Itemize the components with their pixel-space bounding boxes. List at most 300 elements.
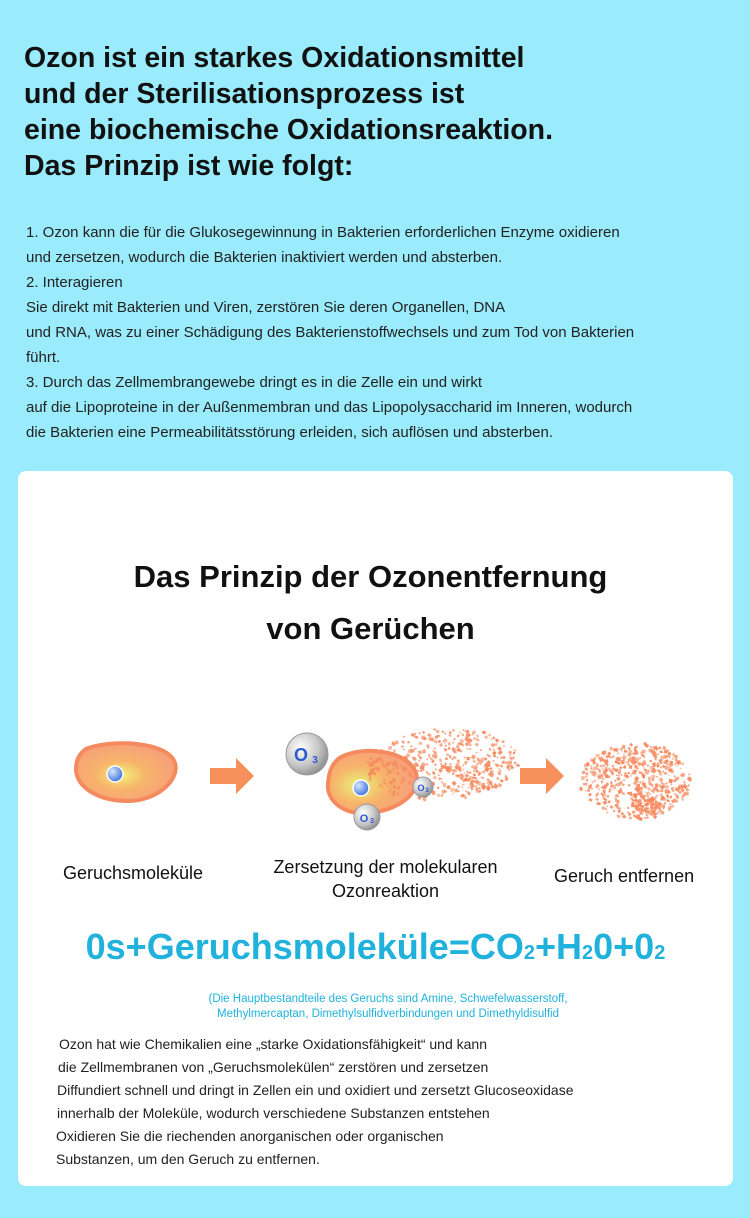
particle xyxy=(466,770,469,773)
desc-line: Substanzen, um den Geruch zu entfernen. xyxy=(56,1151,320,1167)
particle xyxy=(462,786,463,788)
particle xyxy=(419,732,421,734)
particle xyxy=(632,811,635,814)
caption-line: Zersetzung der molekularen xyxy=(273,857,498,877)
particle xyxy=(656,776,658,778)
particle xyxy=(687,784,690,787)
particle xyxy=(497,746,502,751)
particle xyxy=(469,748,472,750)
caption-line: Ozonreaktion xyxy=(331,881,440,901)
particle xyxy=(496,757,498,759)
particle xyxy=(648,776,652,780)
particle xyxy=(669,768,673,772)
desc-line: Diffundiert schnell und dringt in Zellen ein und oxidiert und zersetzt Glucoseoxidase xyxy=(57,1082,574,1098)
caption-odor-molecules: Geruchsmoleküle xyxy=(63,863,204,883)
particle xyxy=(498,771,501,775)
particle xyxy=(601,777,605,781)
particle xyxy=(447,747,450,750)
particle xyxy=(599,789,600,791)
particle xyxy=(610,805,614,809)
particle xyxy=(674,756,676,758)
particle xyxy=(513,761,516,765)
particle xyxy=(609,788,612,791)
particle xyxy=(453,756,456,759)
particle xyxy=(441,730,444,733)
particle xyxy=(629,816,632,819)
particle xyxy=(666,764,668,765)
particle xyxy=(471,754,476,760)
particle xyxy=(438,777,442,781)
o3-sub: 3 xyxy=(370,818,374,825)
particle xyxy=(660,766,662,768)
particle xyxy=(433,775,437,779)
particle xyxy=(585,790,587,792)
particle xyxy=(588,793,592,797)
particle xyxy=(462,743,464,746)
particle xyxy=(396,754,397,756)
particle xyxy=(437,786,440,789)
card-title-line: von Gerüchen xyxy=(266,611,475,646)
odor-components-note xyxy=(18,992,750,1022)
particle xyxy=(590,765,593,768)
particle xyxy=(602,750,606,754)
particle xyxy=(440,794,443,797)
particle xyxy=(513,749,516,752)
particle xyxy=(635,770,637,772)
desc-line: Oxidieren Sie die riechenden anorganischen oder organischen xyxy=(56,1128,444,1144)
particle xyxy=(432,771,436,775)
particle xyxy=(585,772,589,776)
particle xyxy=(597,802,601,805)
particle xyxy=(656,795,659,797)
particle xyxy=(448,754,449,756)
particle xyxy=(616,774,617,776)
particle xyxy=(631,802,634,805)
particle xyxy=(463,769,465,771)
particle xyxy=(459,732,461,734)
particle xyxy=(431,760,434,763)
particle xyxy=(462,734,464,736)
particle xyxy=(477,782,480,786)
particle xyxy=(588,785,591,789)
particle xyxy=(409,772,412,775)
o3-label: O xyxy=(417,783,425,793)
particle xyxy=(584,782,588,786)
particle xyxy=(648,799,651,801)
particle xyxy=(639,803,641,805)
particle xyxy=(675,758,678,761)
particle xyxy=(615,748,619,752)
particle xyxy=(629,743,633,747)
particle xyxy=(490,767,493,770)
particle xyxy=(452,792,454,794)
headline-line: Ozon ist ein starkes Oxidationsmittel xyxy=(24,42,525,74)
particle xyxy=(628,784,631,787)
particle xyxy=(403,736,405,738)
particle xyxy=(594,780,596,782)
particle xyxy=(647,787,651,791)
particle xyxy=(480,749,482,751)
particle xyxy=(651,750,655,753)
particle xyxy=(414,736,418,739)
particle xyxy=(590,767,593,769)
formula-part: 0+0 xyxy=(593,926,655,967)
particle xyxy=(462,764,464,766)
particle xyxy=(489,755,491,757)
particle xyxy=(450,788,454,792)
desc-line: innerhalb der Moleküle, wodurch verschiedene Substanzen entstehen xyxy=(57,1105,490,1121)
particle xyxy=(614,794,618,798)
particle xyxy=(627,807,630,810)
particle xyxy=(655,755,658,758)
particle xyxy=(659,777,664,782)
particle xyxy=(664,802,666,804)
particle xyxy=(445,745,447,747)
particle xyxy=(467,779,469,781)
particle xyxy=(444,732,447,734)
particle xyxy=(437,794,440,798)
body-line: 2. Interagieren xyxy=(26,274,123,291)
particle xyxy=(456,745,460,749)
headline xyxy=(24,40,724,184)
decomposition-cell xyxy=(328,728,520,813)
dispersed-odor-particles xyxy=(579,742,692,821)
o3-label: O xyxy=(359,813,369,825)
reaction-formula xyxy=(18,926,733,968)
particle xyxy=(449,731,452,734)
particle xyxy=(465,790,468,793)
particle xyxy=(619,808,621,809)
particle xyxy=(661,811,665,815)
body-line: Sie direkt mit Bakterien und Viren, zerstören Sie deren Organellen, DNA xyxy=(26,299,506,316)
formula-sub: 2 xyxy=(654,942,666,964)
particle xyxy=(627,811,630,814)
particle xyxy=(666,794,670,798)
particle xyxy=(426,758,428,761)
particle xyxy=(382,786,384,788)
particle xyxy=(466,757,470,761)
particle xyxy=(431,758,433,760)
particle xyxy=(449,755,452,759)
body-line: und zersetzen, wodurch die Bakterien inaktiviert werden und absterben. xyxy=(26,249,503,266)
particle xyxy=(503,745,505,747)
particle xyxy=(635,761,637,763)
particle xyxy=(496,777,499,779)
particle xyxy=(401,740,405,744)
particle xyxy=(654,769,656,771)
particle xyxy=(418,742,422,745)
particle xyxy=(609,747,613,751)
card-title xyxy=(18,551,723,655)
body-line: 3. Durch das Zellmembrangewebe dringt es in die Zelle ein und wirkt xyxy=(26,374,483,391)
particle xyxy=(466,748,468,750)
particle xyxy=(664,765,668,768)
particle xyxy=(388,746,392,749)
particle xyxy=(627,772,630,775)
particle xyxy=(410,745,412,747)
particle xyxy=(618,792,620,794)
particle xyxy=(508,751,512,754)
particle xyxy=(616,757,621,761)
particle xyxy=(679,768,681,770)
particle xyxy=(428,754,430,756)
particle xyxy=(488,748,491,751)
particle xyxy=(422,731,425,734)
particle xyxy=(500,770,502,772)
particle xyxy=(649,760,652,762)
o3-label: O xyxy=(293,745,309,765)
particle xyxy=(434,763,437,766)
particle xyxy=(659,750,662,753)
particle xyxy=(619,766,622,769)
particle xyxy=(407,741,410,744)
particle xyxy=(620,788,622,790)
particle xyxy=(609,756,612,759)
particle xyxy=(688,774,690,776)
particle xyxy=(662,746,666,750)
particle xyxy=(427,733,432,737)
particle xyxy=(671,758,674,760)
particle xyxy=(436,730,439,733)
particle xyxy=(447,742,451,746)
particle xyxy=(442,738,448,744)
particle xyxy=(639,757,641,759)
particle xyxy=(649,793,651,795)
particle xyxy=(472,784,475,787)
particle xyxy=(596,754,600,758)
caption-remove-odor: Geruch entfernen xyxy=(554,866,695,886)
particle xyxy=(600,780,603,784)
particle xyxy=(457,735,460,738)
particle xyxy=(453,738,456,741)
particle xyxy=(469,772,472,775)
particle xyxy=(464,773,469,778)
particle xyxy=(457,785,459,788)
particle xyxy=(457,759,460,763)
particle xyxy=(473,777,476,779)
particle xyxy=(605,808,608,811)
particle xyxy=(422,749,426,753)
particle xyxy=(488,733,491,736)
particle xyxy=(670,796,672,798)
particle xyxy=(646,814,648,816)
particle xyxy=(476,734,479,737)
o3-sub: 3 xyxy=(425,788,429,794)
particle xyxy=(494,743,497,746)
particle xyxy=(463,772,465,774)
particle xyxy=(452,781,457,786)
particle xyxy=(650,807,653,810)
particle xyxy=(516,764,520,767)
body-line: 1. Ozon kann die für die Glukosegewinnung in Bakterien erforderlichen Enzyme oxidieren xyxy=(26,224,620,241)
particle xyxy=(614,780,616,782)
particle xyxy=(660,794,663,797)
particle xyxy=(586,779,589,782)
particle xyxy=(496,764,499,767)
particle xyxy=(401,745,404,748)
particle xyxy=(659,810,661,812)
headline-line: eine biochemische Oxidationsreaktion. xyxy=(24,114,553,146)
particle xyxy=(435,768,437,770)
particle xyxy=(668,774,670,776)
particle xyxy=(484,735,488,739)
particle xyxy=(463,729,465,731)
particle xyxy=(621,755,627,761)
particle xyxy=(438,774,440,776)
oxidation-description xyxy=(58,1033,574,1171)
particle xyxy=(509,754,511,756)
particle xyxy=(668,752,671,755)
particle xyxy=(678,791,681,794)
formula-sub: 2 xyxy=(582,942,594,964)
particle xyxy=(642,780,643,782)
particle xyxy=(683,781,686,785)
particle xyxy=(448,734,451,737)
particle xyxy=(618,771,621,774)
particle xyxy=(630,775,632,777)
particle xyxy=(389,781,393,785)
particle xyxy=(651,774,656,779)
particle xyxy=(588,798,592,802)
particle xyxy=(397,793,400,795)
particle xyxy=(646,816,649,819)
particle xyxy=(495,738,499,742)
particle xyxy=(505,761,509,765)
particle xyxy=(612,755,615,758)
principle-list xyxy=(26,220,726,445)
note-line: (Die Hauptbestandteile des Geruchs sind Amine, Schwefelwasserstoff, xyxy=(208,993,568,1005)
particle xyxy=(617,774,620,777)
particle xyxy=(492,736,496,740)
particle xyxy=(676,765,678,767)
particle xyxy=(625,775,629,778)
ozone-molecule-icon xyxy=(354,804,380,830)
particle xyxy=(462,784,464,786)
particle xyxy=(493,760,495,762)
particle xyxy=(606,795,609,797)
body-line: die Bakterien eine Permeabilitätsstörung erleiden, sich auflösen und absterben. xyxy=(26,424,553,441)
particle xyxy=(473,770,475,772)
body-line: und RNA, was zu einer Schädigung des Bakterienstoffwechsels und zum Tod von Bakterien xyxy=(26,324,635,341)
formula-part: 0s+Geruchsmoleküle=CO xyxy=(85,926,524,967)
particle xyxy=(449,763,452,766)
particle xyxy=(444,763,446,766)
caption-decomposition xyxy=(253,855,518,903)
particle xyxy=(446,785,450,789)
particle xyxy=(579,787,582,791)
particle xyxy=(659,761,663,765)
particle xyxy=(510,746,512,748)
particle xyxy=(656,764,660,768)
particle xyxy=(501,740,505,743)
card-title-line: Das Prinzip der Ozonentfernung xyxy=(133,559,608,594)
particle xyxy=(393,749,396,753)
formula-sub: 2 xyxy=(523,942,535,964)
particle xyxy=(499,764,503,768)
particle xyxy=(475,743,479,747)
particle xyxy=(402,767,406,772)
fragment-particles xyxy=(366,728,520,801)
particle xyxy=(473,760,476,762)
particle xyxy=(590,758,592,761)
particle xyxy=(643,766,645,768)
particle xyxy=(603,790,606,793)
particle xyxy=(669,803,671,805)
particle xyxy=(497,783,502,788)
particle xyxy=(467,787,469,789)
particle xyxy=(585,768,588,770)
particle xyxy=(407,763,409,765)
particle xyxy=(452,728,456,732)
particle xyxy=(621,774,623,776)
particle xyxy=(670,783,672,785)
particle xyxy=(674,764,676,766)
note-line: Methylmercaptan, Dimethylsulfidverbindungen und Dimethyldisulfid xyxy=(217,1008,559,1020)
particle xyxy=(665,782,667,784)
particle xyxy=(645,792,647,793)
particle xyxy=(617,753,619,755)
particle xyxy=(658,746,661,749)
particle xyxy=(681,763,684,766)
particle xyxy=(610,781,613,784)
particle xyxy=(591,788,593,790)
particle xyxy=(446,749,448,751)
particle xyxy=(622,783,625,786)
particle xyxy=(397,786,401,789)
particle xyxy=(371,772,374,774)
particle xyxy=(582,770,586,774)
particle xyxy=(634,765,637,769)
particle xyxy=(420,770,422,772)
particle xyxy=(491,738,492,740)
particle xyxy=(643,785,647,789)
particle xyxy=(452,742,454,744)
particle xyxy=(623,779,625,781)
particle xyxy=(414,747,417,750)
particle xyxy=(513,752,516,755)
particle xyxy=(454,788,458,792)
particle xyxy=(653,763,656,767)
ozone-principle-card xyxy=(18,471,733,1186)
particle xyxy=(674,793,676,795)
body-line: führt. xyxy=(26,349,61,366)
particle xyxy=(647,793,649,795)
particle xyxy=(498,750,503,755)
formula-part: +H xyxy=(534,926,583,967)
particle xyxy=(598,776,602,779)
particle xyxy=(434,747,436,750)
particle xyxy=(445,757,448,760)
particle xyxy=(591,781,594,784)
particle xyxy=(629,792,632,796)
particle xyxy=(616,777,620,781)
particle xyxy=(493,749,495,751)
particle xyxy=(656,811,660,815)
process-diagram xyxy=(18,721,733,841)
particle xyxy=(475,738,479,742)
desc-line: Ozon hat wie Chemikalien eine „starke Oxidationsfähigkeit“ und kann xyxy=(59,1036,488,1052)
particle xyxy=(452,773,455,776)
particle xyxy=(606,811,609,814)
particle xyxy=(606,805,608,807)
particle xyxy=(502,756,506,760)
ozone-molecule-icon xyxy=(413,777,433,797)
particle xyxy=(432,754,435,756)
ozone-molecule-icon xyxy=(286,733,328,775)
particle xyxy=(607,752,611,756)
particle xyxy=(442,790,446,794)
particle xyxy=(403,748,405,750)
